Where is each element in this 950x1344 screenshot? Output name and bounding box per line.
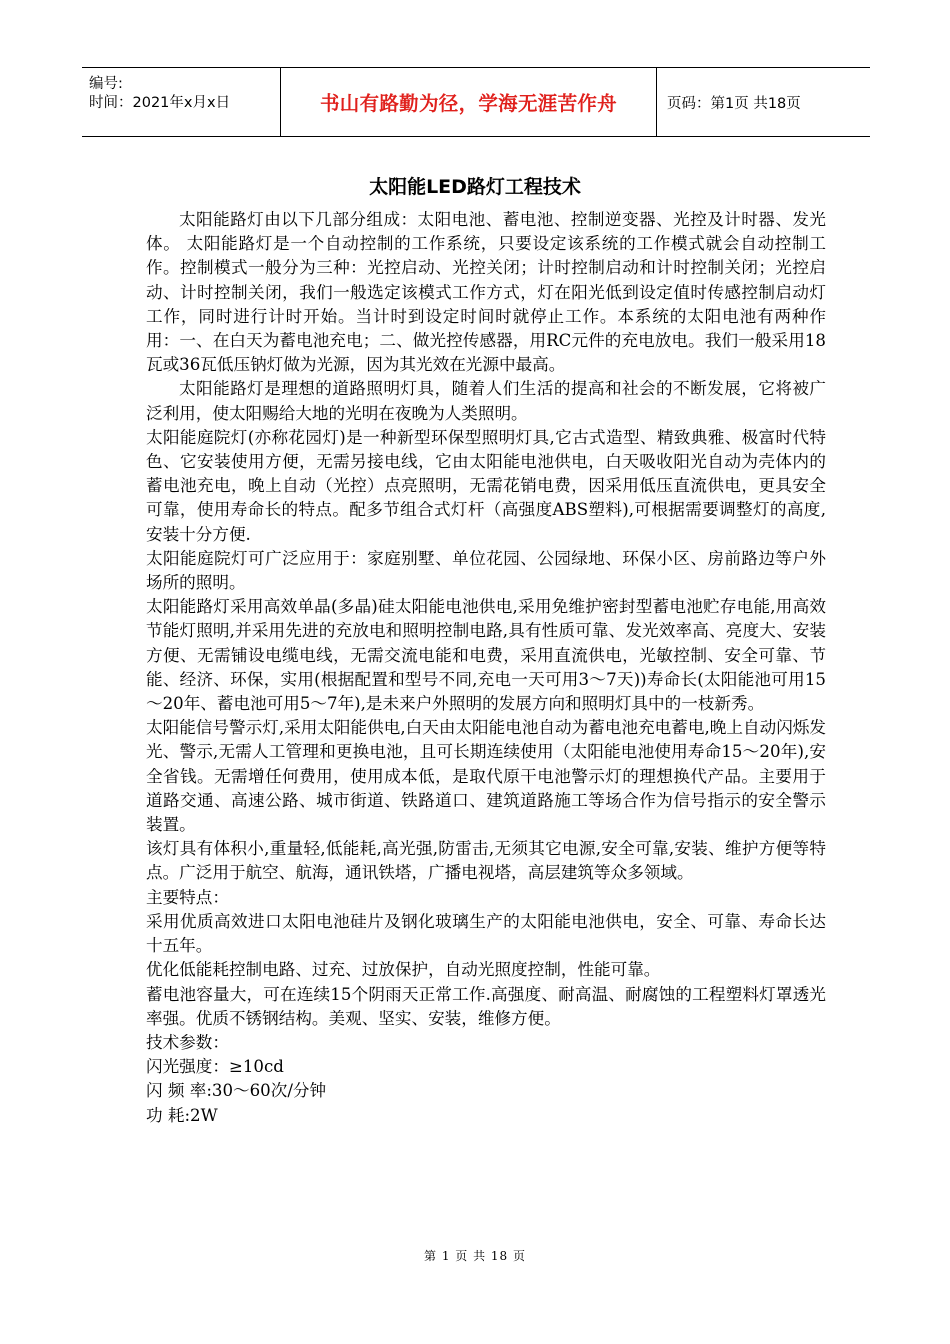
header-table (82, 67, 870, 137)
paragraph: 太阳能路灯是理想的道路照明灯具，随着人们生活的提高和社会的不断发展，它将被广泛利用，使太阳赐给大地的光明在夜晚为人类照明。 (146, 379, 826, 423)
paragraph: 闪光强度：≥10cd (146, 1057, 284, 1077)
page-footer: 第 1 页 共 18 页 (424, 1249, 526, 1263)
page-info: 页码：第1页 共18页 (667, 95, 801, 112)
paragraph: 太阳能路灯采用高效单晶(多晶)硅太阳能电池供电,采用免维护密封型蓄电池贮存电能,用高效节能灯照明,并采用先进的充放电和照明控制电路,具有性质可靠、发光效率高、亮度大、安装方便、无需铺设电缆电线，无需交流电能和电费，采用直流供电，光敏控制、安全可靠、节能、经济、环保，实用(根据配置和型号不同,充电一天可用3～7天))寿命长(太阳能池可用15～20年、蓄电池可用5～7年),是未来户外照明的发展方向和照明灯具中的一枝新秀。 (146, 597, 826, 714)
paragraph: 功 耗:2W (146, 1105, 218, 1125)
document-date: 时间：2021年x月x日 (89, 95, 231, 111)
motto-text: 书山有路勤为径，学海无涯苦作舟 (319, 92, 617, 115)
paragraph: 优化低能耗控制电路、过充、过放保护，自动光照度控制，性能可靠。 (146, 960, 661, 980)
paragraph: 采用优质高效进口太阳电池硅片及钢化玻璃生产的太阳能电池供电，安全、可靠、寿命长达十五年。 (146, 911, 826, 956)
paragraph: 太阳能庭院灯(亦称花园灯)是一种新型环保型照明灯具,它古式造型、精致典雅、极富时代特色、它安装使用方便，无需另接电线，它由太阳能电池供电，白天吸收阳光自动为壳体内的蓄电池充电，晚上自动（光控）点亮照明，无需花销电费，因采用低压直流供电，更具安全可靠，使用寿命长的特点。配多节组合式灯杆（高强度ABS塑料),可根据需要调整灯的高度,安装十分方便. (146, 427, 826, 544)
paragraph: 太阳能庭院灯可广泛应用于：家庭别墅、单位花园、公园绿地、环保小区、房前路边等户外场所的照明。 (146, 548, 826, 593)
document-title: 太阳能LED路灯工程技术 (369, 176, 581, 198)
paragraph: 太阳能路灯由以下几部分组成：太阳电池、蓄电池、控制逆变器、光控及计时器、发光体。 太阳能路灯是一个自动控制的工作系统，只要设定该系统的工作模式就会自动控制工作。控制模式一般分为三种：光控启动、光控关闭；计时控制启动和计时控制关闭；光控启动、计时控制关闭，我们一般选定该模式工作方式，灯在阳光低到设定值时传感控制启动灯工作，同时进行计时开始。当计时到设定时间时就停止工作。本系统的太阳电池有两种作用：一、在白天为蓄电池充电；二、做光控传感器，用RC元件的充电放电。我们一般采用18瓦或36瓦低压钠灯做为光源，因为其光效在光源中最高。 (146, 210, 826, 375)
paragraph: 技术参数： (146, 1032, 229, 1052)
document-body (146, 208, 826, 1128)
paragraph: 太阳能信号警示灯,采用太阳能供电,白天由太阳能电池自动为蓄电池充电蓄电,晚上自动闪烁发光、警示,无需人工管理和更换电池，且可长期连续使用（太阳能电池使用寿命15～20年),安全省钱。无需增任何费用，使用成本低，是取代原干电池警示灯的理想换代产品。主要用于道路交通、高速公路、城市街道、铁路道口、建筑道路施工等场合作为信号指示的安全警示装置。 (146, 718, 826, 835)
header-page-cell (657, 68, 870, 136)
paragraph: 蓄电池容量大，可在连续15个阴雨天正常工作.高强度、耐高温、耐腐蚀的工程塑料灯罩透光率强。优质不锈钢结构。美观、坚实、安装，维修方便。 (146, 984, 826, 1028)
paragraph: 主要特点： (146, 887, 229, 907)
header-meta-cell (82, 68, 281, 136)
document-number: 编号: (89, 76, 123, 92)
header-motto-cell (281, 68, 657, 136)
paragraph: 闪 频 率:30～60次/分钟 (146, 1081, 327, 1101)
paragraph: 该灯具有体积小,重量轻,低能耗,高光强,防雷击,无须其它电源,安全可靠,安装、维护方便等特点。广泛用于航空、航海，通讯铁塔，广播电视塔，高层建筑等众多领域。 (146, 839, 826, 883)
